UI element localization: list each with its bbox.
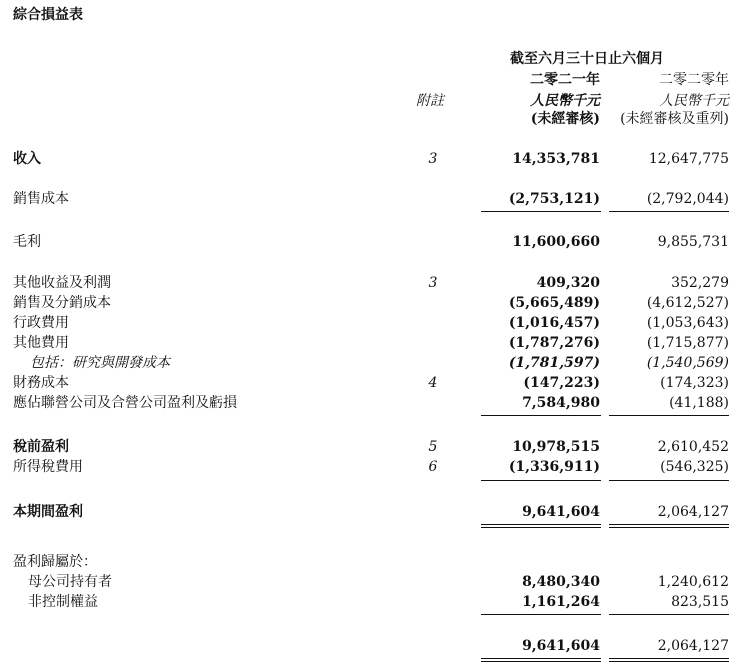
row-value-2021: (1,781,597) <box>508 355 600 371</box>
row-note: 3 <box>428 151 438 167</box>
row-value-2021: (5,665,489) <box>508 295 600 311</box>
row-value-2020: 12,647,775 <box>648 151 729 167</box>
row-value-2020: 9,855,731 <box>657 234 729 250</box>
row-label-income-tax: 所得稅費用 <box>13 459 83 475</box>
col1-year: 二零二一年 <box>530 72 600 88</box>
row-value-2020-total: 2,064,127 <box>657 638 729 654</box>
row-value-2021: 1,161,264 <box>522 594 600 610</box>
row-value-2021: (1,336,911) <box>508 459 600 475</box>
row-value-2020: 352,279 <box>671 275 729 291</box>
row-value-2020: (2,792,044) <box>646 191 729 207</box>
row-value-2020: (546,325) <box>660 459 729 475</box>
row-label-rnd-costs: 包括：研究與開發成本 <box>30 355 170 371</box>
row-label-revenue: 收入 <box>13 151 41 167</box>
col2-currency: 人民幣千元 <box>659 93 729 109</box>
row-value-2020: 823,515 <box>671 594 729 610</box>
row-label-profit-before-tax: 稅前盈利 <box>13 439 69 455</box>
row-note: 3 <box>428 275 438 291</box>
row-value-2021: 409,320 <box>536 275 600 291</box>
row-value-2020: (41,188) <box>669 395 729 411</box>
row-label-selling-expenses: 銷售及分銷成本 <box>13 295 111 311</box>
row-value-2020: (1,053,643) <box>646 315 729 331</box>
statement-title: 綜合損益表 <box>13 7 83 23</box>
note-column-header: 附註 <box>416 93 444 109</box>
period-header: 截至六月三十日止六個月 <box>510 51 664 67</box>
row-value-2020: 1,240,612 <box>657 574 729 590</box>
total-double-rule <box>481 658 601 659</box>
subtotal-rule <box>481 415 601 416</box>
row-label-cost-of-sales: 銷售成本 <box>13 191 69 207</box>
subtotal-rule <box>609 614 729 615</box>
row-label-admin-expenses: 行政費用 <box>13 315 69 331</box>
row-value-2021: 9,641,604 <box>522 504 600 520</box>
row-label-gross-profit: 毛利 <box>13 234 41 250</box>
row-value-2021: 10,978,515 <box>512 439 600 455</box>
row-label-owners-of-parent: 母公司持有者 <box>28 574 112 590</box>
total-double-rule <box>481 524 601 525</box>
row-value-2021: (2,753,121) <box>508 191 600 207</box>
col1-currency: 人民幣千元 <box>530 93 600 109</box>
subtotal-rule <box>609 415 729 416</box>
row-label-attributable-to: 盈利歸屬於： <box>13 554 97 570</box>
row-label-other-income: 其他收益及利潤 <box>13 275 111 291</box>
row-label-non-controlling-interests: 非控制權益 <box>28 594 98 610</box>
row-note: 5 <box>428 439 438 455</box>
subtotal-rule <box>481 211 601 212</box>
row-value-2021-total: 9,641,604 <box>522 638 600 654</box>
subtotal-rule <box>609 480 729 481</box>
col1-status: (未經審核) <box>530 111 600 127</box>
col2-status: (未經審核及重列) <box>620 111 729 127</box>
row-value-2020: 2,610,452 <box>657 439 729 455</box>
subtotal-rule <box>609 211 729 212</box>
subtotal-rule <box>481 480 601 481</box>
row-value-2021: (147,223) <box>523 375 600 391</box>
row-value-2020: (4,612,527) <box>646 295 729 311</box>
total-double-rule <box>609 661 729 662</box>
row-value-2020: 2,064,127 <box>657 504 729 520</box>
row-label-other-expenses: 其他費用 <box>13 335 69 351</box>
row-note: 4 <box>428 375 438 391</box>
row-label-finance-costs: 財務成本 <box>13 375 69 391</box>
row-value-2020: (174,323) <box>660 375 729 391</box>
row-value-2020: (1,715,877) <box>646 335 729 351</box>
row-value-2021: (1,016,457) <box>508 315 600 331</box>
row-value-2021: 11,600,660 <box>512 234 600 250</box>
row-value-2021: 8,480,340 <box>522 574 600 590</box>
row-label-profit-for-period: 本期間盈利 <box>13 504 83 520</box>
row-value-2020: (1,540,569) <box>646 355 729 371</box>
row-label-share-of-associates: 應佔聯營公司及合營公司盈利及虧損 <box>13 395 237 411</box>
row-note: 6 <box>428 459 438 475</box>
total-double-rule <box>481 661 601 662</box>
total-double-rule <box>609 527 729 528</box>
row-value-2021: (1,787,276) <box>508 335 600 351</box>
col2-year: 二零二零年 <box>659 72 729 88</box>
total-double-rule <box>481 527 601 528</box>
total-double-rule <box>609 524 729 525</box>
row-value-2021: 7,584,980 <box>522 395 600 411</box>
total-double-rule <box>609 658 729 659</box>
row-value-2021: 14,353,781 <box>512 151 600 167</box>
subtotal-rule <box>481 614 601 615</box>
